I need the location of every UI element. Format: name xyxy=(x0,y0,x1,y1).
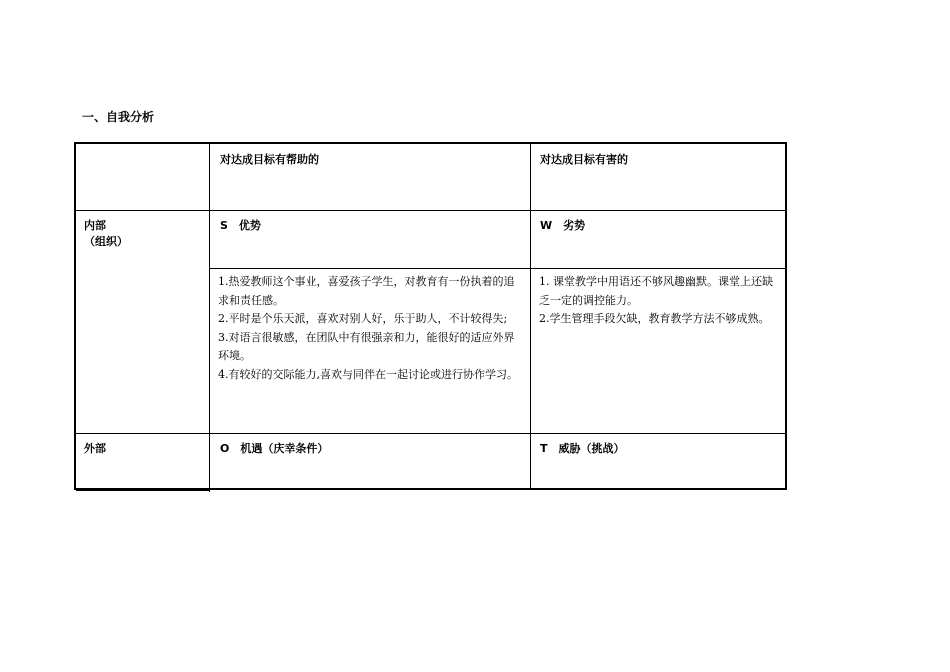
weaknesses-title: W 劣势 xyxy=(540,219,586,232)
strength-item: 2.平时是个乐天派，喜欢对别人好，乐于助人，不计较得失; xyxy=(218,312,508,325)
internal-label: 内部 xyxy=(84,219,106,232)
column-divider-2 xyxy=(530,144,531,488)
opportunities-title: O 机遇（庆幸条件） xyxy=(220,442,329,455)
row-divider-strength-title xyxy=(209,268,787,269)
row-label-internal xyxy=(84,218,128,250)
row-divider-internal xyxy=(76,433,787,434)
swot-table xyxy=(74,142,787,490)
column-divider-1 xyxy=(209,144,210,492)
row-divider-bottom-inner xyxy=(76,490,209,491)
weakness-item: 1. 课堂教学中用语还不够风趣幽默。课堂上还缺乏一定的调控能力。 xyxy=(539,275,773,307)
strength-item: 3.对语言很敏感，在团队中有很强亲和力，能很好的适应外界环境。 xyxy=(218,330,515,362)
row-divider-header xyxy=(76,210,787,211)
header-helpful: 对达成目标有帮助的 xyxy=(220,153,319,166)
strengths-list xyxy=(218,273,524,384)
section-title: 一、自我分析 xyxy=(82,110,155,124)
row-label-external: 外部 xyxy=(84,442,106,455)
weaknesses-list xyxy=(539,273,783,329)
strengths-title: S 优势 xyxy=(220,219,261,232)
header-harmful: 对达成目标有害的 xyxy=(540,153,628,166)
strength-item: 1.热爱教师这个事业，喜爱孩子学生，对教育有一份执着的追求和责任感。 xyxy=(218,275,515,307)
strength-item: 4.有较好的交际能力,喜欢与同伴在一起讨论或进行协作学习。 xyxy=(218,367,518,381)
weakness-item: 2.学生管理手段欠缺，教育教学方法不够成熟。 xyxy=(539,312,770,325)
threats-title: T 威胁（挑战） xyxy=(540,442,625,455)
internal-sublabel: （组织） xyxy=(84,235,128,248)
